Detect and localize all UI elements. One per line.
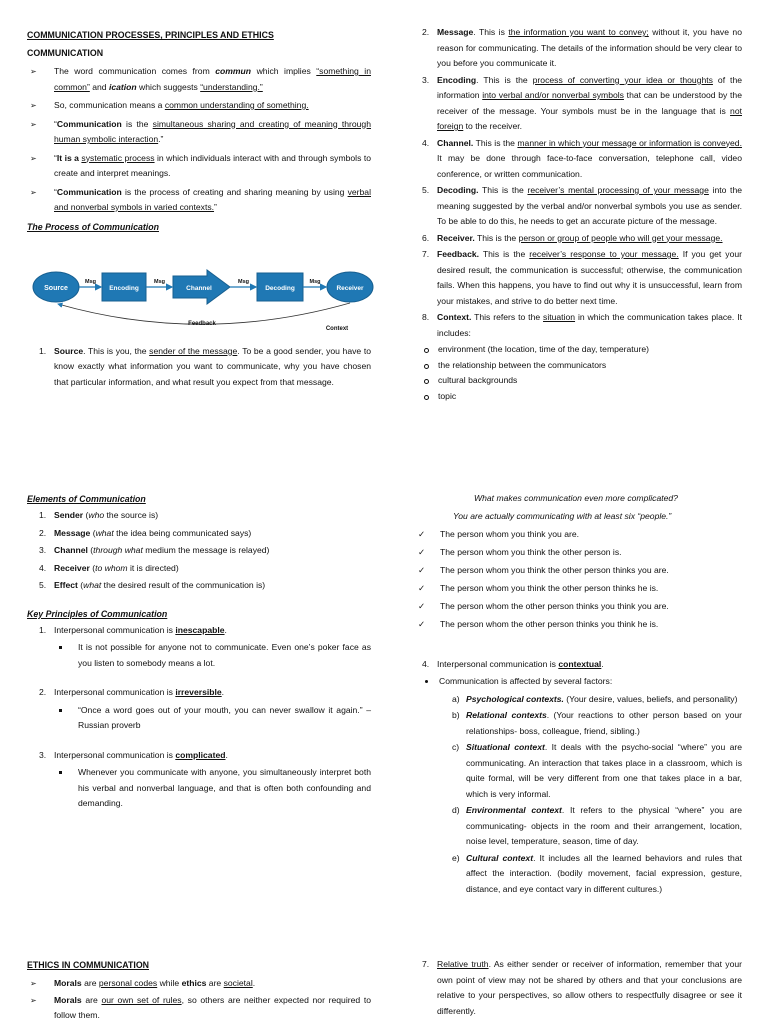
text-run: while (157, 978, 182, 988)
text-run: ( (89, 562, 96, 573)
intro-item (27, 64, 371, 95)
text-run: . (252, 978, 256, 988)
principle-contextual (410, 657, 742, 898)
element-number: 3. (39, 545, 47, 555)
msg-label: Msg (154, 278, 165, 285)
intro-item (27, 185, 371, 216)
text-run: Feedback. (437, 249, 480, 259)
step-number: 7. (422, 959, 430, 969)
text-run: that can be understood by the receiver of the message. Your symbols must be in the language that is (437, 90, 742, 116)
text-run: “ (54, 118, 57, 129)
text-run: are (81, 978, 99, 988)
text-run: are (81, 994, 102, 1005)
text-run: Relative truth (437, 959, 489, 969)
text-run: process of converting your idea or thoughts (532, 74, 713, 85)
context-type-item (410, 708, 742, 739)
principle-line (27, 748, 371, 764)
element-desc: the desired result of the communication is) (101, 580, 266, 590)
decoding-label: Decoding (265, 284, 295, 292)
context-desc: . It deals with the psycho-social “where” you are communicating. An interaction that takes place in a classroom, which is quite formal, will be very different from one that takes place in a bar, which is very informal. (466, 742, 743, 799)
principle-number: 3. (39, 749, 47, 760)
context-desc: (Your desire, values, beliefs, and personality) (563, 693, 738, 704)
six-people-item: ✓ The person whom you think the other person thinks he is. (410, 581, 742, 597)
six-people-item: ✓ The person whom you think the other person is. (410, 545, 742, 561)
text-run: Whenever you communicate with anyone, you simultaneously interpret both his verbal and nonverbal language, and that is often both confounding and demanding. (78, 767, 371, 808)
context-desc: . It refers to the physical “where” you are communicating- objects in the room and their arrangement, location, noise level, temperature, season, time of day. (466, 805, 742, 846)
process-diagram-svg (32, 260, 376, 332)
text-run: not foreign (437, 105, 742, 131)
intro-item (27, 98, 371, 114)
step-number: 3. (422, 74, 430, 85)
element-desc: medium the message is relayed) (142, 545, 270, 555)
context-include-item: cultural backgrounds (410, 373, 742, 389)
element-item (27, 543, 371, 559)
element-number: 1. (39, 510, 47, 520)
principle-number: 2. (39, 687, 47, 697)
principle-line (410, 657, 742, 673)
principle-item (27, 623, 371, 672)
elements-list (27, 508, 371, 594)
context-include-item: the relationship between the communicators (410, 358, 742, 374)
process-step (410, 136, 742, 183)
principle-key: complicated (175, 749, 226, 760)
principle-lead: Interpersonal communication is (54, 749, 176, 760)
six-people-list (410, 527, 742, 633)
text-run: . To be a good sender, you have to know exactly what information you want to communicate, why you have chosen that particular information, and what result you expect from that message. (54, 345, 371, 387)
text-run: Source (54, 345, 84, 356)
text-run: ( (77, 580, 84, 590)
process-step (410, 25, 742, 72)
text-run: is the process of creating and sharing meaning by using (121, 186, 348, 197)
six-people-item: ✓ The person whom you think the other person thinks you are. (410, 563, 742, 579)
text-run: “ (54, 186, 57, 197)
text-run: ication (108, 81, 137, 92)
step-number: 7. (422, 249, 430, 259)
principle-item (27, 748, 371, 812)
process-step (410, 73, 742, 135)
process-step (410, 183, 742, 230)
text-run: Channel. (437, 137, 474, 148)
source-label: Source (44, 284, 68, 292)
context-include-item: topic (410, 389, 742, 405)
principle-item (27, 685, 371, 734)
text-run: verbal and nonverbal symbols in varied contexts. (54, 186, 371, 212)
element-item (27, 508, 371, 524)
communication-process-diagram (32, 260, 376, 330)
context-letter: b) (452, 710, 460, 720)
text-run: “Once a word goes out of your mouth, you can never swallow it again.” – Russian proverb (78, 704, 371, 730)
element-desc: the idea being communicated says) (113, 527, 252, 538)
text-run: This is the (473, 137, 518, 148)
text-run: ( (90, 527, 96, 538)
principle-lead: Interpersonal communication is (437, 658, 559, 669)
element-name: Message (54, 527, 91, 538)
context-name: Cultural context (466, 852, 534, 863)
text-run: Message (437, 27, 474, 37)
text-run: So, communication means a (54, 100, 165, 110)
text-run: Morals (54, 978, 82, 988)
step-number: 8. (422, 312, 430, 322)
text-run: Decoding. (437, 185, 479, 195)
text-run: . (225, 749, 228, 760)
text-run: . This is you, the (83, 345, 150, 356)
process-steps-right (410, 25, 742, 341)
context-name: Psychological contexts. (466, 693, 564, 704)
text-run: This is the (479, 249, 530, 259)
ethics-item (27, 976, 371, 992)
channel-label: Channel (186, 284, 212, 292)
right-middle-column (410, 491, 742, 898)
principles-heading: Key Principles of Communication (27, 608, 168, 619)
text-run: in which the communication takes place. It includes: (437, 312, 742, 338)
text-run: .” (158, 134, 164, 144)
step-number: 4. (422, 137, 430, 148)
context-name: Relational contexts (466, 710, 547, 720)
text-run: . This is (473, 27, 509, 37)
text-run: . This is the (476, 74, 533, 85)
text-run: The word communication comes from (54, 66, 216, 76)
text-run: into the meaning suggested by the verbal and/or nonverbal symbols you use as sender. To be able to do this, he needs to get an accurate picture of the message. (437, 185, 742, 226)
text-run: situation (543, 312, 576, 322)
context-letter: e) (452, 852, 460, 863)
complicated-answer: You are actually communicating with at least six “people.” (453, 510, 672, 521)
principles-list (27, 623, 371, 812)
text-run: . (221, 687, 225, 697)
text-run: and (89, 81, 109, 92)
text-run: in which individuals interact with and through symbols to create and interpret meanings. (54, 152, 371, 178)
context-type-item (410, 851, 742, 898)
msg-label: Msg (309, 278, 321, 285)
element-name: Receiver (54, 562, 90, 573)
step-number: 1. (39, 345, 47, 356)
step-number: 5. (422, 185, 430, 195)
context-letter: c) (452, 742, 460, 752)
text-run: person or group of people who will get your message. (518, 232, 723, 243)
text-run: “ (54, 152, 57, 163)
six-people-item: ✓ The person whom the other person thinks you think he is. (410, 617, 742, 633)
text-run: . (601, 658, 604, 669)
context-letter: a) (452, 693, 460, 704)
principle-sub-item (53, 640, 371, 671)
context-name: Environmental context (466, 805, 562, 815)
process-step (410, 231, 742, 247)
text-run: This is the (478, 185, 528, 195)
elements-heading: Elements of Communication (27, 494, 146, 504)
text-run: Receiver. (437, 232, 475, 243)
element-desc: the source is) (104, 510, 159, 520)
text-run: . As either sender or receiver of information, remember that your own point of view may not be shared by others and that your conclusions are relative to your perspectives, so allow others to respectfully disagree or see it differently. (437, 959, 742, 1016)
step-number: 2. (422, 27, 430, 37)
text-run: commun (215, 66, 252, 76)
text-run: ( (87, 545, 94, 555)
text-run: personal codes (98, 978, 158, 988)
element-desc-italic: what (83, 580, 102, 590)
intro-item (27, 117, 371, 148)
element-item (27, 561, 371, 577)
context-type-item (410, 803, 742, 850)
msg-label: Msg (238, 278, 249, 285)
ethics-heading: ETHICS IN COMMUNICATION (27, 960, 150, 970)
principle-key: irreversible (175, 687, 222, 697)
text-run: “something in common” (54, 66, 371, 92)
context-name: Situational context (466, 742, 545, 752)
text-run: It may be done through face-to-face conversation, telephone call, video conference, or written communication. (437, 153, 742, 179)
left-top-column (27, 27, 371, 392)
principle-sub-item (53, 703, 371, 734)
text-run: simultaneous sharing and creating of meaning through human symbolic interaction (54, 118, 371, 144)
text-run: societal (223, 978, 253, 988)
text-run: It is a (56, 152, 79, 163)
text-run: common understanding of something. (164, 100, 309, 110)
complicated-question: What makes communication even more complicated? (474, 493, 678, 503)
context-type-item (410, 740, 742, 802)
text-run: manner in which your message or information is conveyed. (517, 137, 742, 148)
text-run: This refers to the (471, 312, 544, 322)
element-name: Sender (54, 510, 84, 520)
text-run: . (224, 624, 227, 635)
element-number: 2. (39, 527, 47, 538)
process-step (410, 247, 742, 309)
principle-number: 4. (422, 658, 430, 669)
context-include-item: environment (the location, time of the day, temperature) (410, 342, 742, 358)
step-number: 6. (422, 232, 430, 243)
element-desc-italic: through what (93, 545, 143, 555)
process-step (27, 344, 371, 391)
text-run: It is not possible for anyone not to communicate. Even one’s poker face as you listen to somebody means a lot. (78, 642, 371, 668)
text-run: ( (83, 510, 89, 520)
principle-sub-item (53, 765, 371, 812)
context-label: Context (325, 325, 349, 332)
ethics-item (27, 993, 371, 1024)
element-desc-italic: who (88, 510, 105, 520)
context-desc: . (Your reactions to other person based on your relationships- boss, colleague, friend, sibling.) (466, 710, 743, 736)
right-top-column (410, 25, 742, 404)
contextual-intro: Communication is affected by several factors: (410, 674, 742, 690)
text-run: are (206, 978, 224, 988)
text-run: without it, you have no reason for communicating. The details of the information should be very clear to you before you communicate it. (437, 27, 742, 68)
process-steps-left (27, 344, 371, 391)
element-name: Effect (54, 580, 78, 590)
section-subtitle: COMMUNICATION (27, 48, 104, 58)
text-run: If you get your desired result, the communication is successful; otherwise, the communication fails. When this happens, you have to find out why it is unsuccessful, learn from your mistakes, and strive to do better next time. (437, 249, 742, 306)
context-includes-list (410, 342, 742, 404)
text-run: receiver’s response to your message. (529, 249, 679, 259)
process-step (410, 310, 742, 341)
left-bottom-column (27, 957, 371, 1025)
text-run: to the receiver. (463, 121, 523, 131)
document-title: COMMUNICATION PROCESSES, PRINCIPLES AND ETHICS (27, 30, 274, 40)
text-run: of the information (437, 74, 743, 100)
context-letter: d) (452, 805, 460, 815)
process-heading: The Process of Communication (27, 221, 159, 232)
text-run: receiver’s mental processing of your message (527, 185, 709, 195)
element-desc: it is directed) (127, 562, 179, 573)
element-number: 5. (39, 580, 47, 590)
six-people-item: ✓ The person whom you think you are. (410, 527, 742, 543)
principle-lead: Interpersonal communication is (54, 624, 176, 635)
principle-line (27, 623, 371, 639)
text-run: systematic process (81, 152, 155, 163)
principle-number: 1. (39, 624, 47, 635)
text-run: , so others are neither expected nor required to follow them. (54, 994, 371, 1020)
element-number: 4. (39, 562, 47, 573)
element-name: Channel (54, 545, 88, 555)
element-desc-italic: what (95, 527, 114, 538)
principle-lead: Interpersonal communication is (54, 687, 176, 697)
element-desc-italic: to whom (95, 562, 128, 573)
text-run: Context. (437, 312, 472, 322)
msg-label: Msg (85, 278, 96, 285)
context-desc: . It includes all the learned behaviors and rules that affect the interaction. (bodily movement, facial expression, gesture, distance, and eye contact vary in different cultures.) (466, 852, 742, 894)
text-run: our own set of rules (101, 994, 182, 1005)
text-run: Communication (56, 118, 122, 129)
text-run: Morals (54, 994, 82, 1005)
principle-line (27, 685, 371, 701)
text-run: Encoding (437, 74, 477, 85)
text-run: into verbal and/or nonverbal symbols (482, 90, 624, 100)
text-run: ethics (181, 978, 207, 988)
intro-item (27, 151, 371, 182)
principle-key: inescapable (175, 624, 225, 635)
element-item (27, 578, 371, 594)
text-run: the information you want to convey; (508, 27, 649, 37)
encoding-label: Encoding (109, 284, 139, 292)
context-type-item (410, 692, 742, 708)
right-bottom-column (410, 957, 742, 1021)
text-run: This is the (474, 232, 519, 243)
text-run: which implies (251, 66, 317, 76)
left-middle-column (27, 491, 371, 826)
text-run: ” (214, 202, 217, 212)
text-run: is the (121, 118, 153, 129)
intro-list (27, 64, 371, 216)
feedback-label: Feedback (188, 320, 216, 327)
element-item (27, 526, 371, 542)
six-people-item: ✓ The person whom the other person thinks you think you are. (410, 599, 742, 615)
ethics-relative-truth (410, 957, 742, 1019)
receiver-label: Receiver (336, 284, 364, 292)
ethics-list (27, 976, 371, 1024)
text-run: which suggests (136, 81, 201, 92)
text-run: “understanding.” (200, 81, 263, 92)
text-run: Communication (56, 186, 122, 197)
principle-key: contextual (558, 658, 602, 669)
ethics-step (410, 957, 742, 1019)
text-run: sender of the message (149, 345, 238, 356)
